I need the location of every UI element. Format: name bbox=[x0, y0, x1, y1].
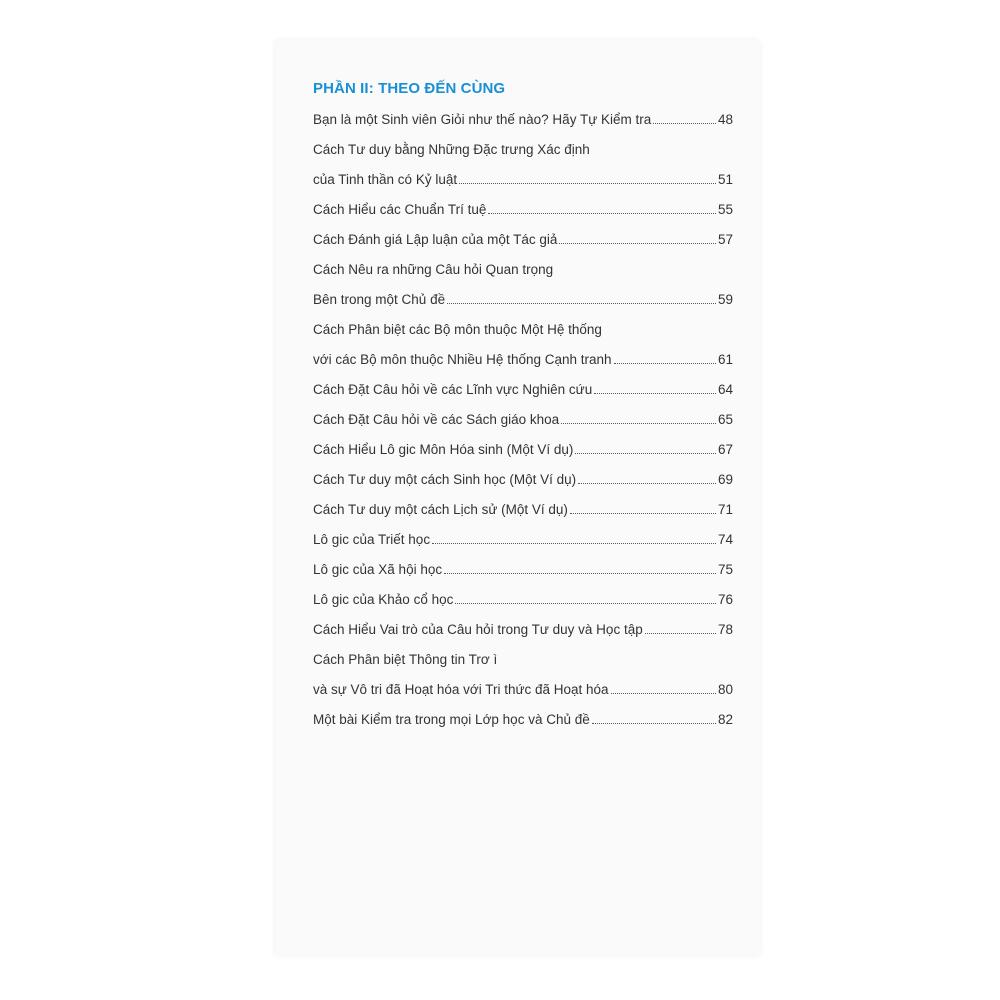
toc-page-number: 65 bbox=[717, 412, 733, 427]
toc-entry-line bbox=[313, 110, 733, 130]
toc-entry-line bbox=[313, 320, 733, 340]
toc-entry-title: Bên trong một Chủ đề bbox=[313, 292, 446, 307]
table-of-contents bbox=[313, 110, 733, 740]
toc-page-number: 59 bbox=[717, 292, 733, 307]
toc-entry-line bbox=[313, 650, 733, 670]
toc-page-number: 78 bbox=[717, 622, 733, 637]
toc-entry-title: Lô gic của Xã hội học bbox=[313, 562, 443, 577]
toc-entry-line bbox=[313, 590, 733, 610]
dot-leader bbox=[578, 483, 716, 484]
toc-page-number: 61 bbox=[717, 352, 733, 367]
toc-entry bbox=[313, 560, 733, 580]
toc-entry-title: Bạn là một Sinh viên Giỏi như thế nào? Hãy Tự Kiểm tra bbox=[313, 112, 652, 127]
toc-entry-title: Cách Đánh giá Lập luận của một Tác giả bbox=[313, 232, 558, 247]
toc-entry-line bbox=[313, 200, 733, 220]
toc-entry-title: Cách Tư duy một cách Lịch sử (Một Ví dụ) bbox=[313, 502, 568, 517]
toc-entry-line bbox=[313, 680, 733, 700]
toc-page-number: 75 bbox=[717, 562, 733, 577]
toc-entry-title: Cách Hiểu Vai trò của Câu hỏi trong Tư duy và Học tập bbox=[313, 622, 643, 637]
toc-page-number: 55 bbox=[717, 202, 733, 217]
toc-entry-title: Một bài Kiểm tra trong mọi Lớp học và Chủ đề bbox=[313, 712, 590, 727]
toc-entry bbox=[313, 650, 733, 700]
toc-entry-line bbox=[313, 380, 733, 400]
toc-entry-title: Cách Tư duy bằng Những Đặc trưng Xác định bbox=[313, 142, 590, 157]
toc-page-number: 67 bbox=[717, 442, 733, 457]
toc-page-number: 57 bbox=[717, 232, 733, 247]
toc-entry bbox=[313, 230, 733, 250]
toc-entry bbox=[313, 500, 733, 520]
dot-leader bbox=[614, 363, 716, 364]
toc-entry-title: Cách Phân biệt các Bộ môn thuộc Một Hệ thống bbox=[313, 322, 602, 337]
toc-entry-line bbox=[313, 170, 733, 190]
toc-page-number: 51 bbox=[717, 172, 733, 187]
toc-entry-line bbox=[313, 530, 733, 550]
dot-leader bbox=[611, 693, 716, 694]
toc-entry-line bbox=[313, 410, 733, 430]
toc-entry bbox=[313, 410, 733, 430]
toc-entry bbox=[313, 620, 733, 640]
toc-entry-title: Cách Đặt Câu hỏi về các Lĩnh vực Nghiên cứu bbox=[313, 382, 593, 397]
toc-entry-line bbox=[313, 350, 733, 370]
toc-entry-title: Cách Hiểu các Chuẩn Trí tuệ bbox=[313, 202, 487, 217]
toc-entry bbox=[313, 440, 733, 460]
toc-entry-title: Cách Hiểu Lô gic Môn Hóa sinh (Một Ví dụ) bbox=[313, 442, 574, 457]
dot-leader bbox=[444, 573, 716, 574]
dot-leader bbox=[570, 513, 716, 514]
toc-entry-line bbox=[313, 140, 733, 160]
toc-entry bbox=[313, 140, 733, 190]
toc-page-number: 74 bbox=[717, 532, 733, 547]
toc-page-number: 48 bbox=[717, 112, 733, 127]
toc-entry bbox=[313, 320, 733, 370]
toc-page-number: 80 bbox=[717, 682, 733, 697]
toc-entry bbox=[313, 590, 733, 610]
toc-page-number: 82 bbox=[717, 712, 733, 727]
toc-entry-title: với các Bộ môn thuộc Nhiều Hệ thống Cạnh tranh bbox=[313, 352, 612, 367]
dot-leader bbox=[559, 243, 716, 244]
toc-page-number: 64 bbox=[717, 382, 733, 397]
toc-entry bbox=[313, 200, 733, 220]
toc-entry-title: Cách Nêu ra những Câu hỏi Quan trọng bbox=[313, 262, 554, 277]
toc-entry-title: Cách Tư duy một cách Sinh học (Một Ví dụ) bbox=[313, 472, 577, 487]
toc-entry-title: của Tinh thần có Kỷ luật bbox=[313, 172, 458, 187]
dot-leader bbox=[575, 453, 716, 454]
dot-leader bbox=[653, 123, 716, 124]
toc-entry bbox=[313, 110, 733, 130]
toc-entry-line bbox=[313, 710, 733, 730]
toc-page-number: 71 bbox=[717, 502, 733, 517]
toc-entry bbox=[313, 710, 733, 730]
dot-leader bbox=[488, 213, 716, 214]
dot-leader bbox=[447, 303, 716, 304]
dot-leader bbox=[455, 603, 716, 604]
toc-page-number: 76 bbox=[717, 592, 733, 607]
toc-entry-line bbox=[313, 560, 733, 580]
toc-entry-line bbox=[313, 500, 733, 520]
toc-entry-title: và sự Vô tri đã Hoạt hóa với Tri thức đã Hoạt hóa bbox=[313, 682, 609, 697]
toc-entry-line bbox=[313, 290, 733, 310]
toc-page-number: 69 bbox=[717, 472, 733, 487]
section-heading: PHẦN II: THEO ĐẾN CÙNG bbox=[313, 80, 506, 97]
toc-entry bbox=[313, 470, 733, 490]
dot-leader bbox=[645, 633, 716, 634]
toc-entry-title: Lô gic của Khảo cổ học bbox=[313, 592, 454, 607]
dot-leader bbox=[594, 393, 716, 394]
dot-leader bbox=[561, 423, 716, 424]
toc-entry-title: Cách Đặt Câu hỏi về các Sách giáo khoa bbox=[313, 412, 560, 427]
toc-entry-title: Cách Phân biệt Thông tin Trơ ì bbox=[313, 652, 498, 667]
toc-entry-line bbox=[313, 470, 733, 490]
dot-leader bbox=[459, 183, 716, 184]
toc-entry bbox=[313, 530, 733, 550]
dot-leader bbox=[592, 723, 716, 724]
toc-entry-line bbox=[313, 230, 733, 250]
dot-leader bbox=[432, 543, 716, 544]
toc-entry-line bbox=[313, 620, 733, 640]
toc-entry bbox=[313, 380, 733, 400]
toc-entry bbox=[313, 260, 733, 310]
toc-entry-title: Lô gic của Triết học bbox=[313, 532, 431, 547]
toc-entry-line bbox=[313, 260, 733, 280]
toc-entry-line bbox=[313, 440, 733, 460]
